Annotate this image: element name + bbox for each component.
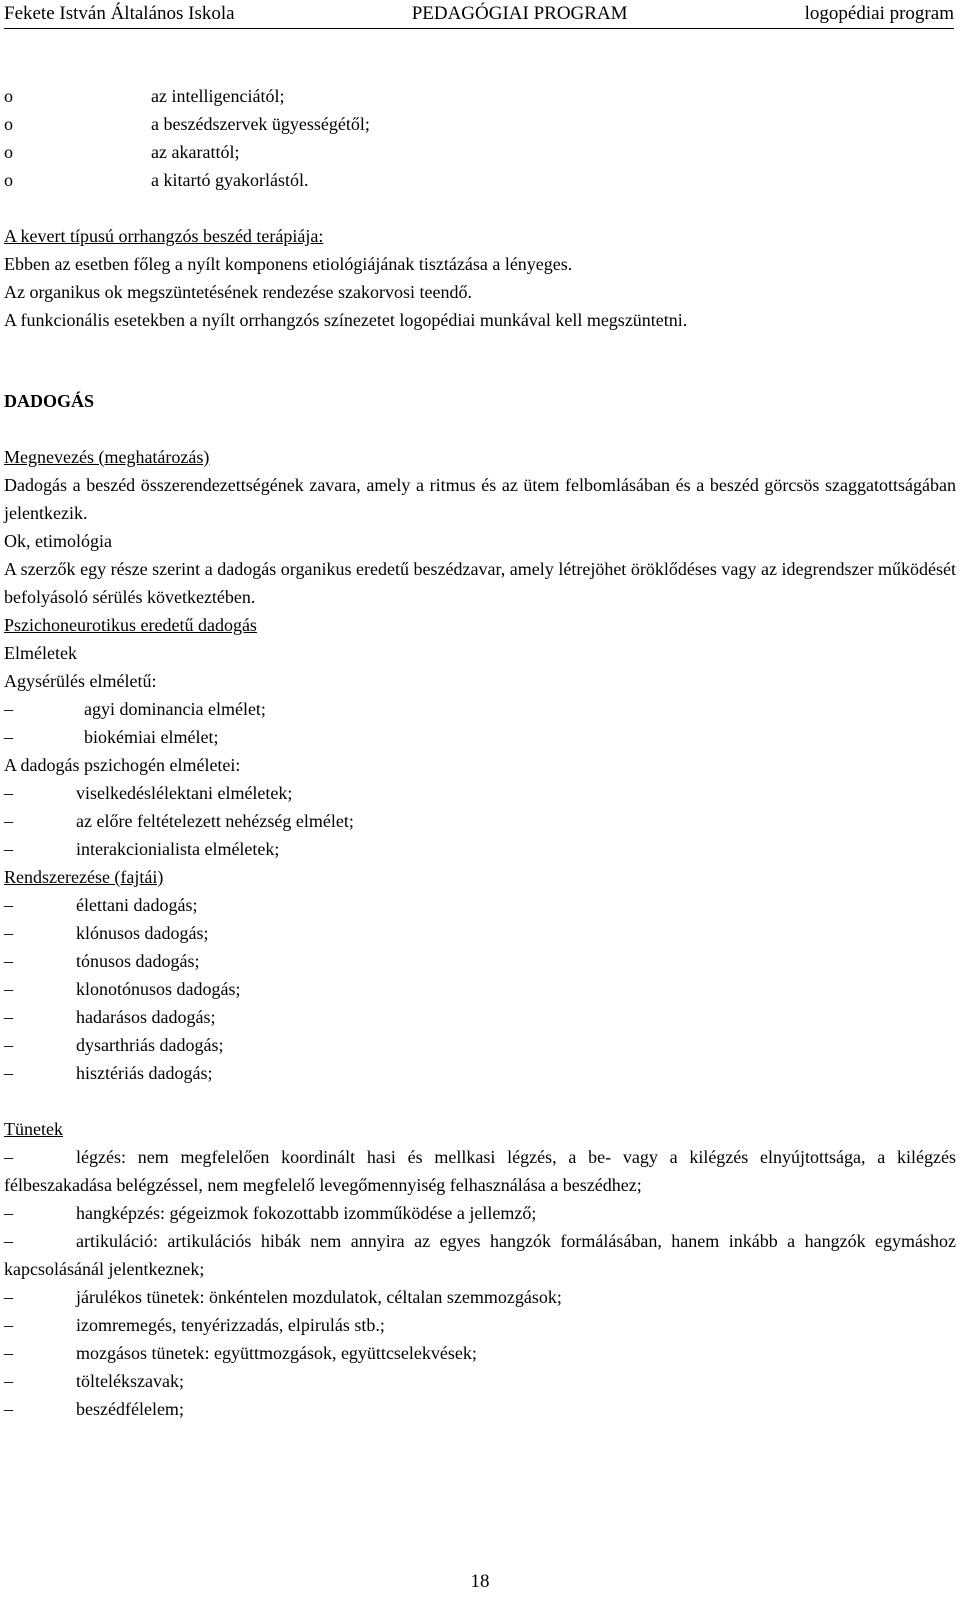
list-item: o a beszédszervek ügyességétől;	[4, 110, 956, 138]
list-item: – interakcionialista elméletek;	[4, 835, 956, 863]
dash-marker: –	[4, 1231, 13, 1251]
theories-label: Elméletek	[4, 643, 77, 663]
dash-marker: –	[4, 811, 13, 831]
list-item: – klónusos dadogás;	[4, 919, 956, 947]
list-item: – tónusos dadogás;	[4, 947, 956, 975]
brain-injury-heading: Agysérülés elméletű:	[4, 671, 157, 691]
dash-marker: –	[4, 895, 13, 915]
paragraph: A funkcionális esetekben a nyílt orrhangzós színezetet logopédiai munkával kell megszüntetni.	[4, 310, 688, 330]
paragraph: Ebben az esetben főleg a nyílt komponens etiológiájának tisztázása a lényeges.	[4, 254, 573, 274]
definition-heading: Megnevezés (meghatározás)	[4, 447, 210, 467]
cause-text: A szerzők egy része szerint a dadogás organikus eredetű beszédzavar, amely létrejöhet öröklődéses vagy az idegrendszer működését befolyásoló sérülés következtében.	[4, 559, 956, 607]
list-item: – hadarásos dadogás;	[4, 1003, 956, 1031]
dash-marker: –	[4, 951, 13, 971]
bullet-list	[4, 82, 956, 194]
list-item: – hisztériás dadogás;	[4, 1059, 956, 1087]
dash-marker: –	[4, 1203, 13, 1223]
dash-marker: –	[4, 1147, 13, 1167]
page-header	[4, 2, 954, 29]
dash-marker: –	[4, 727, 13, 747]
bullet-marker: o	[4, 142, 13, 162]
bullet-marker: o	[4, 170, 13, 190]
list-item: – élettani dadogás;	[4, 891, 956, 919]
cause-heading: Ok, etimológia	[4, 531, 112, 551]
dash-marker: –	[4, 979, 13, 999]
dash-marker: –	[4, 1007, 13, 1027]
list-item: – az előre feltételezett nehézség elmélet;	[4, 807, 956, 835]
dash-marker: –	[4, 699, 13, 719]
page-number: 18	[470, 1571, 490, 1592]
dash-marker: –	[4, 839, 13, 859]
list-item: – biokémiai elmélet;	[4, 723, 956, 751]
dash-marker: –	[4, 1287, 13, 1307]
bullet-marker: o	[4, 86, 13, 106]
list-item: – agyi dominancia elmélet;	[4, 695, 956, 723]
list-item: – viselkedéslélektani elméletek;	[4, 779, 956, 807]
dash-marker: –	[4, 1315, 13, 1335]
list-item: o az intelligenciától;	[4, 82, 956, 110]
mixed-therapy-heading: A kevert típusú orrhangzós beszéd terápiája:	[4, 226, 324, 246]
section-title: DADOGÁS	[4, 391, 95, 411]
symptoms-heading: Tünetek	[4, 1119, 63, 1139]
header-school-name: Fekete István Általános Iskola	[4, 3, 235, 24]
list-item: – izomremegés, tenyérizzadás, elpirulás stb.;	[4, 1311, 956, 1339]
list-item: – mozgásos tünetek: együttmozgások, együttcselekvések;	[4, 1339, 956, 1367]
header-document-title: PEDAGÓGIAI PROGRAM	[411, 3, 628, 24]
list-item: – járulékos tünetek: önkéntelen mozdulatok, céltalan szemmozgások;	[4, 1283, 956, 1311]
bullet-marker: o	[4, 114, 13, 134]
list-item: – töltelékszavak;	[4, 1367, 956, 1395]
dash-marker: –	[4, 1399, 13, 1419]
page-body	[4, 82, 956, 1423]
psychogenic-heading: A dadogás pszichogén elméletei:	[4, 755, 241, 775]
dash-marker: –	[4, 1063, 13, 1083]
definition-text: Dadogás a beszéd összerendezettségének zavara, amely a ritmus és az ütem felbomlásában és a beszéd görcsös szaggatottságában jelentkezik.	[4, 475, 956, 523]
list-item: – hangképzés: gégeizmok fokozottabb izomműködése a jellemző;	[4, 1199, 956, 1227]
list-item: – dysarthriás dadogás;	[4, 1031, 956, 1059]
psychoneurotic-heading: Pszichoneurotikus eredetű dadogás	[4, 615, 257, 635]
header-section-name: logopédiai program	[804, 3, 954, 24]
list-item: – légzés: nem megfelelően koordinált hasi és mellkasi légzés, a be- vagy a kilégzés elnyújtottsága, a kilégzés félbeszakadása belégzéssel, nem megfelelő levegőmennyiség felhasználása a beszédhez;	[4, 1143, 956, 1199]
list-item: o a kitartó gyakorlástól.	[4, 166, 956, 194]
dash-marker: –	[4, 783, 13, 803]
dash-marker: –	[4, 923, 13, 943]
list-item: o az akarattól;	[4, 138, 956, 166]
dash-marker: –	[4, 1343, 13, 1363]
list-item: – artikuláció: artikulációs hibák nem annyira az egyes hangzók formálásában, hanem inkább a hangzók egymáshoz kapcsolásánál jelentkeznek;	[4, 1227, 956, 1283]
list-item: – beszédfélelem;	[4, 1395, 956, 1423]
types-heading: Rendszerezése (fajtái)	[4, 867, 164, 887]
paragraph: Az organikus ok megszüntetésének rendezése szakorvosi teendő.	[4, 282, 473, 302]
dash-marker: –	[4, 1035, 13, 1055]
list-item: – klonotónusos dadogás;	[4, 975, 956, 1003]
dash-marker: –	[4, 1371, 13, 1391]
